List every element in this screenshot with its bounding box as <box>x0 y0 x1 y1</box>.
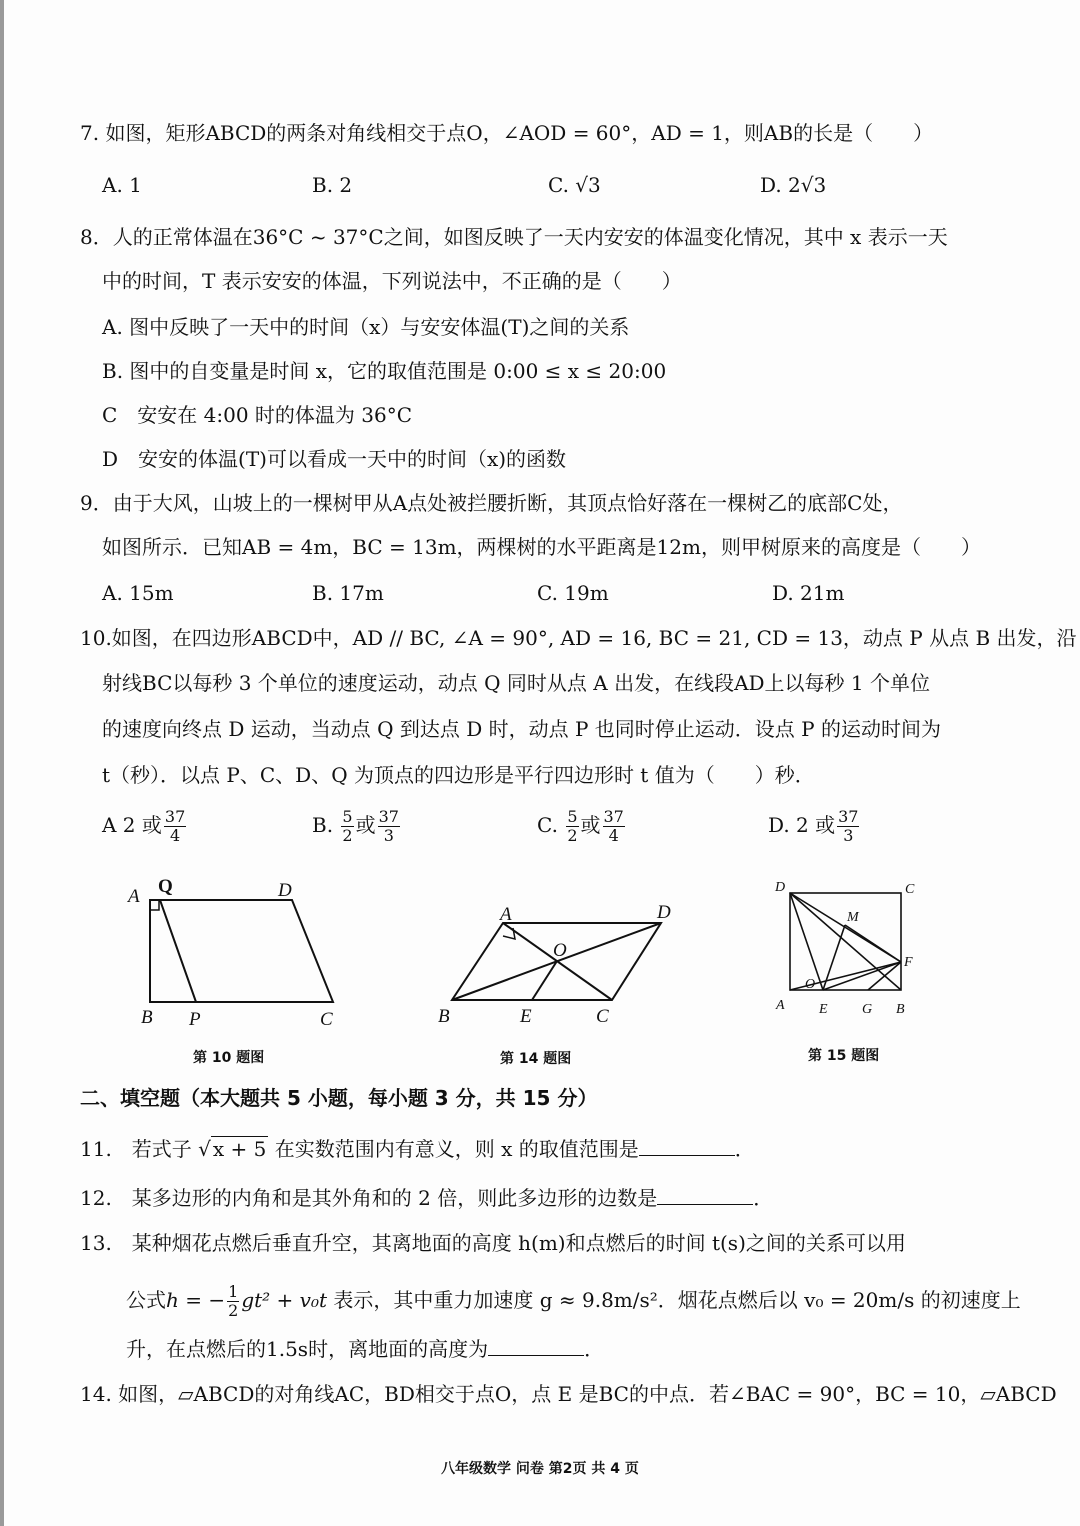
fig10-segment-qp <box>160 900 196 1002</box>
fig15-label-f: F <box>904 955 913 970</box>
denominator: 3 <box>383 826 394 845</box>
q13-post: 表示，其中重力加速度 g ≈ 9.8m/s²．烟花点燃后以 v₀ = 20m/s 的初速度上 <box>333 1288 1021 1312</box>
fig10-right-angle-mark <box>150 900 159 910</box>
q8-option-c: C 安安在 4:00 时的体温为 36°C <box>102 403 413 427</box>
q9-option-c: C. 19m <box>537 581 609 605</box>
q7-number: 7. <box>80 121 100 145</box>
fig15-label-b: B <box>896 1002 905 1017</box>
fig15-label-e: E <box>819 1002 828 1017</box>
numerator: 1 <box>228 1282 239 1301</box>
denominator: 3 <box>843 826 854 845</box>
q13-formula-part-b: gt² + v₀t <box>241 1288 327 1312</box>
fig15-label-m: M <box>847 910 859 925</box>
q10-line1: 10.如图，在四边形ABCD中，AD // BC, ∠A = 90°, AD = 16, BC = 21, CD = 13，动点 P 从点 B 出发，沿 <box>80 626 1077 650</box>
denominator: 2 <box>342 826 353 845</box>
q11-answer-blank[interactable] <box>639 1137 735 1156</box>
q10-option-b-label: B. <box>312 813 334 837</box>
radical-sign: √ <box>198 1137 211 1161</box>
q9-line2: 如图所示．已知AB = 4m，BC = 13m，两棵树的水平距离是12m，则甲树原来的高度是（ ） <box>102 535 981 559</box>
q13-line2 <box>126 1283 1021 1320</box>
fig14-label-c: C <box>596 1006 609 1027</box>
q7-option-b: B. 2 <box>312 173 353 197</box>
q8-line2: 中的时间，T 表示安安的体温，下列说法中，不正确的是（ ） <box>102 269 682 293</box>
denominator: 4 <box>608 826 619 845</box>
q12-answer-blank[interactable] <box>657 1186 753 1205</box>
fig14-label-e: E <box>520 1006 532 1027</box>
q13-answer-blank[interactable] <box>488 1337 584 1356</box>
fig14-label-d: D <box>657 902 671 923</box>
fig14-caption: 第 14 题图 <box>500 1051 572 1067</box>
fig15-segment-ef <box>823 962 901 990</box>
page-footer: 八年级数学 问卷 第2页 共 4 页 <box>441 1461 639 1477</box>
q10-option-b-or: 或 <box>355 813 376 837</box>
numerator: 37 <box>164 807 186 826</box>
q11 <box>80 1136 755 1162</box>
q8-option-d: D 安安的体温(T)可以看成一天中的时间（x)的函数 <box>102 447 567 471</box>
q12-text: 12. 某多边形的内角和是其外角和的 2 倍，则此多边形的边数是 <box>80 1186 658 1210</box>
q8-option-a: A. 图中反映了一天中的时间（x）与安安体温(T)之间的关系 <box>102 315 630 339</box>
q13-line3-text: 升，在点燃后的1.5s时，离地面的高度为 <box>126 1337 489 1361</box>
fig15-label-d: D <box>775 880 786 895</box>
fig15-segment-mf <box>845 925 901 962</box>
numerator: 37 <box>603 807 624 826</box>
q11-end: ． <box>734 1137 755 1161</box>
fig14-right-angle-mark <box>503 928 515 939</box>
q9-option-d: D. 21m <box>772 581 845 605</box>
q12 <box>80 1185 773 1211</box>
q13-end: ． <box>584 1337 605 1361</box>
q7-option-a: A. 1 <box>102 173 142 197</box>
q8-option-b: B. 图中的自变量是时间 x，它的取值范围是 0:00 ≤ x ≤ 20:00 <box>102 359 667 383</box>
q14-line1: 14. 如图，▱ABCD的对角线AC，BD相交于点O，点 E 是BC的中点．若∠BAC = 90°，BC = 10，▱ABCD <box>80 1382 1057 1406</box>
q7-option-c: C. √3 <box>548 173 601 197</box>
denominator: 4 <box>169 826 181 845</box>
fig10-label-d: D <box>278 880 292 901</box>
q12-end: ． <box>753 1186 774 1210</box>
q10-option-c-or: 或 <box>580 813 601 837</box>
q10-option-a-label: A 2 或 <box>102 813 162 837</box>
fig15-label-g: G <box>862 1002 873 1017</box>
figure-14 <box>452 923 661 1000</box>
fig10-label-c: C <box>320 1009 333 1030</box>
figure-10 <box>150 900 333 1002</box>
figure-15 <box>790 893 901 990</box>
q10-line4: t（秒）．以点 P、C、D、Q 为顶点的四边形是平行四边形时 t 值为（ ）秒． <box>102 763 815 787</box>
fig10-label-p: P <box>189 1009 201 1030</box>
fig10-label-q: Q <box>158 876 173 897</box>
fig15-caption: 第 15 题图 <box>808 1048 880 1064</box>
q11-pre: 11. 若式子 <box>80 1137 192 1161</box>
q13-fraction <box>227 1283 239 1320</box>
numerator: 5 <box>567 807 578 826</box>
fig15-label-c: C <box>905 882 915 897</box>
q10-option-c-label: C. <box>537 813 558 837</box>
q8-line1: 8．人的正常体温在36°C ~ 37°C之间，如图反映了一天内安安的体温变化情况，其中 x 表示一天 <box>80 225 948 249</box>
fig14-label-b: B <box>438 1006 450 1027</box>
fig10-label-a: A <box>128 886 140 907</box>
numerator: 5 <box>342 807 353 826</box>
fig15-label-a: A <box>776 998 785 1013</box>
q7-text: 如图，矩形ABCD的两条对角线相交于点O，∠AOD = 60°，AD = 1，则AB的长是（ ） <box>105 121 934 145</box>
fig10-label-b: B <box>141 1007 153 1028</box>
q9-line1: 9．由于大风，山坡上的一棵树甲从A点处被拦腰折断，其顶点恰好落在一棵树乙的底部C处， <box>80 491 903 515</box>
q9-option-a: A. 15m <box>102 581 174 605</box>
q7-option-d: D. 2√3 <box>760 173 827 197</box>
numerator: 37 <box>378 807 399 826</box>
fig15-label-o: O <box>805 977 816 992</box>
q10-line3: 的速度向终点 D 运动，当动点 Q 到达点 D 时，动点 P 也同时停止运动．设点 P 的运动时间为 <box>102 717 941 741</box>
fig10-caption: 第 10 题图 <box>193 1050 265 1066</box>
denominator: 2 <box>567 826 578 845</box>
q10-option-d-label: D. 2 或 <box>768 813 836 837</box>
section-2-title: 二、填空题（本大题共 5 小题，每小题 3 分，共 15 分） <box>80 1086 598 1110</box>
q9-option-b: B. 17m <box>312 581 384 605</box>
q13-line3 <box>126 1336 604 1362</box>
q11-post: 在实数范围内有意义，则 x 的取值范围是 <box>274 1137 639 1161</box>
numerator: 37 <box>838 807 859 826</box>
q10-line2: 射线BC以每秒 3 个单位的速度运动，动点 Q 同时从点 A 出发，在线段AD上以每秒 1 个单位 <box>102 671 930 695</box>
denominator: 2 <box>228 1301 239 1320</box>
q11-radical <box>198 1136 268 1162</box>
fig14-label-o: O <box>553 940 567 961</box>
q13-line1: 13. 某种烟花点燃后垂直升空，其离地面的高度 h(m)和点燃后的时间 t(s)之间的关系可以用 <box>80 1231 906 1255</box>
q11-radicand: x + 5 <box>212 1137 267 1161</box>
q13-formula-part-a: h = − <box>166 1288 226 1312</box>
fig14-label-a: A <box>500 904 512 925</box>
q13-pre: 公式 <box>126 1288 166 1312</box>
